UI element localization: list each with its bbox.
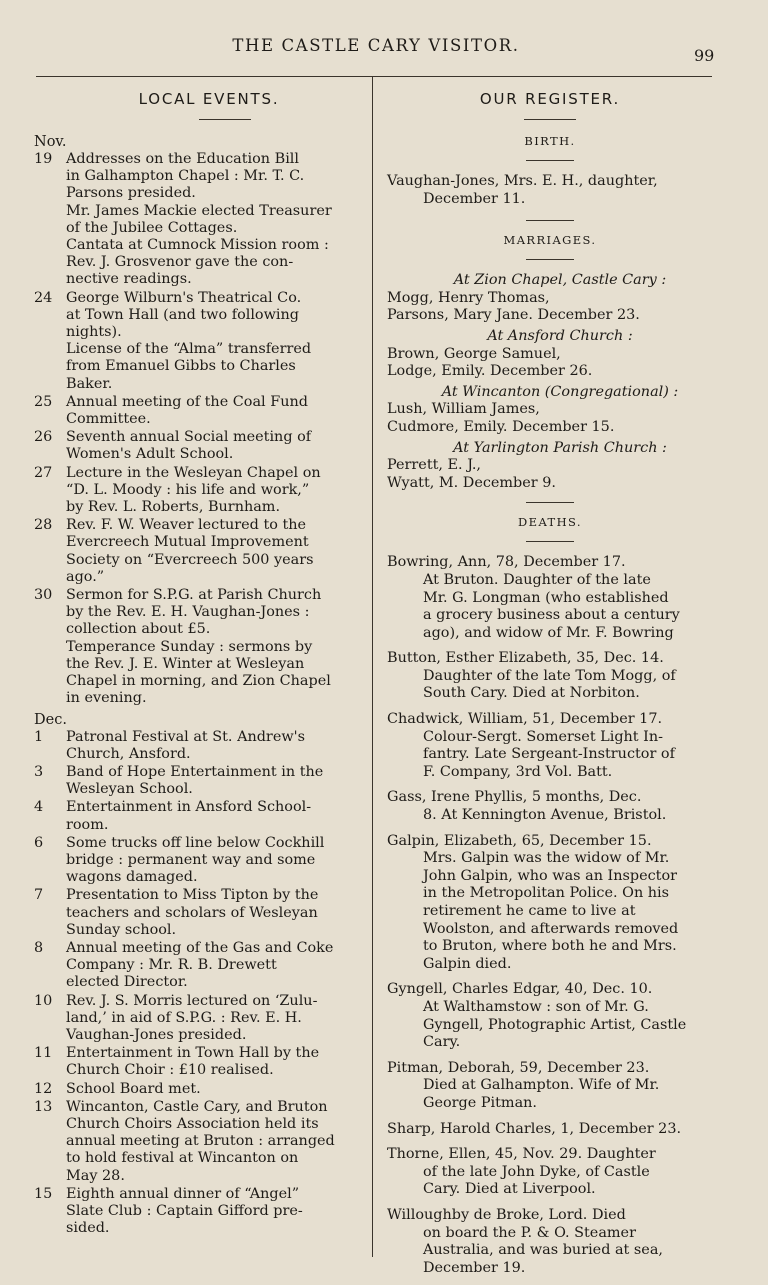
page-number: 99 [694, 46, 715, 65]
marriage-place: At Wincanton (Congregational) : [441, 383, 679, 400]
event-text [66, 465, 356, 517]
event-line: at Town Hall (and two following [66, 306, 299, 323]
event-line: Temperance Sunday : sermons by [66, 638, 313, 655]
death-line: December 19. [423, 1259, 526, 1276]
event-line: Church Choir : £10 realised. [66, 1062, 274, 1079]
event-line: George Wilburn's Theatrical Co. [66, 289, 302, 306]
event-line: land,’ in aid of S.P.G. : Rev. E. H. [66, 1009, 302, 1026]
event-line: Annual meeting of the Coal Fund [66, 393, 308, 410]
event-line: Presentation to Miss Tipton by the [66, 887, 319, 904]
event-entry [34, 1045, 356, 1079]
section-rule [526, 220, 574, 221]
section-rule [526, 259, 574, 260]
event-text [66, 1081, 356, 1098]
death-line: Died at Galhampton. Wife of Mr. [423, 1077, 660, 1094]
death-line: Daughter of the late Tom Mogg, of [423, 667, 676, 684]
header-rule [36, 76, 712, 77]
event-line: Sunday school. [66, 921, 177, 938]
event-line: room. [66, 816, 109, 833]
death-line: Mrs. Galpin was the widow of Mr. [423, 850, 670, 867]
event-text [66, 764, 356, 798]
event-line: Entertainment in Ansford School- [66, 799, 312, 816]
death-line: 8. At Kennington Avenue, Bristol. [423, 807, 667, 824]
death-entry [387, 789, 713, 824]
marriage-line: Parsons, Mary Jane. December 23. [387, 307, 640, 324]
event-day: 24 [34, 289, 53, 306]
event-line: by Rev. L. Roberts, Burnham. [66, 499, 281, 516]
event-entry [34, 517, 356, 586]
event-line: teachers and scholars of Wesleyan [66, 904, 318, 921]
event-entry [34, 394, 356, 428]
event-line: Seventh annual Social meeting of [66, 429, 312, 446]
event-line: Committee. [66, 411, 151, 428]
marriage-line: Perrett, E. J., [387, 457, 481, 474]
event-line: Vaughan-Jones presided. [66, 1026, 247, 1043]
event-line: License of the “Alma” transferred [66, 341, 312, 358]
marriage-line: Lodge, Emily. December 26. [387, 363, 593, 380]
event-line: ago.” [66, 568, 105, 585]
death-line: Woolston, and afterwards removed [423, 920, 679, 937]
death-line: Bowring, Ann, 78, December 17. [387, 554, 626, 571]
event-line: Church, Ansford. [66, 745, 191, 762]
death-line: of the late John Dyke, of Castle [423, 1163, 650, 1180]
event-line: nective readings. [66, 271, 192, 288]
death-line: in the Metropolitan Police. On his [423, 885, 670, 902]
event-text [66, 729, 356, 763]
running-head: THE CASTLE CARY VISITOR. [232, 36, 520, 55]
death-line: John Galpin, who was an Inspector [423, 867, 678, 884]
event-line: Parsons presided. [66, 185, 196, 202]
death-line: Galpin died. [423, 955, 512, 972]
event-entry [34, 799, 356, 833]
event-text [66, 799, 356, 833]
event-day: 4 [34, 799, 44, 816]
birth-label: BIRTH. [524, 134, 576, 148]
event-line: Entertainment in Town Hall by the [66, 1045, 320, 1062]
death-line: Cary. Died at Liverpool. [423, 1181, 596, 1198]
event-text [66, 429, 356, 463]
section-rule [526, 160, 574, 161]
event-line: Band of Hope Entertainment in the [66, 763, 324, 780]
death-line: Thorne, Ellen, 45, Nov. 29. Daughter [387, 1146, 656, 1163]
event-text [66, 394, 356, 428]
death-line: Colour-Sergt. Somerset Light In- [423, 728, 663, 745]
event-line: Rev. J. Grosvenor gave the con- [66, 254, 294, 271]
death-line: F. Company, 3rd Vol. Batt. [423, 763, 613, 780]
event-line: Rev. F. W. Weaver lectured to the [66, 517, 307, 534]
event-line: Wesleyan School. [66, 781, 193, 798]
event-text [66, 587, 356, 707]
event-day: 15 [34, 1185, 53, 1202]
marriage-line: Mogg, Henry Thomas, [387, 289, 550, 306]
events-list [34, 134, 356, 1237]
event-entry [34, 993, 356, 1045]
event-line: in evening. [66, 690, 147, 707]
event-line: bridge : permanent way and some [66, 851, 316, 868]
event-entry [34, 1186, 356, 1238]
event-day: 6 [34, 834, 44, 851]
event-line: the Rev. J. E. Winter at Wesleyan [66, 655, 305, 672]
event-line: “D. L. Moody : his life and work,” [66, 481, 310, 498]
section-rule [526, 502, 574, 503]
death-entry [387, 554, 713, 642]
event-line: Women's Adult School. [66, 446, 234, 463]
heading-rule [199, 119, 251, 120]
deaths-list [387, 554, 713, 1277]
event-entry [34, 290, 356, 393]
event-line: Sermon for S.P.G. at Parish Church [66, 587, 322, 604]
event-day: 3 [34, 763, 44, 780]
death-line: on board the P. & O. Steamer [423, 1224, 636, 1241]
event-entry [34, 429, 356, 463]
death-line: Galpin, Elizabeth, 65, December 15. [387, 832, 652, 849]
event-line: Wincanton, Castle Cary, and Bruton [66, 1098, 328, 1115]
event-day: 25 [34, 393, 53, 410]
marriage-line: Wyatt, M. December 9. [387, 474, 556, 491]
death-entry [387, 1207, 713, 1277]
death-line: Gass, Irene Phyllis, 5 months, Dec. [387, 789, 642, 806]
marriages-label: MARRIAGES. [503, 233, 597, 248]
marriage-place: At Yarlington Parish Church : [453, 439, 667, 456]
section-rule [526, 541, 574, 542]
birth-entry [387, 173, 713, 208]
event-line: Baker. [66, 375, 113, 392]
event-line: Addresses on the Education Bill [66, 151, 300, 167]
death-entry [387, 833, 713, 974]
marriage-place: At Zion Chapel, Castle Cary : [453, 272, 667, 289]
local-events-heading: LOCAL EVENTS. [138, 90, 280, 108]
local-events-column [34, 88, 356, 1237]
event-day: 19 [34, 151, 53, 167]
month-label: Dec. [34, 711, 67, 728]
event-line: annual meeting at Bruton : arranged [66, 1133, 335, 1150]
event-day: 10 [34, 992, 53, 1009]
event-day: 26 [34, 429, 53, 446]
death-entry [387, 981, 713, 1051]
event-entry [34, 940, 356, 992]
event-text [66, 1045, 356, 1079]
register-column [387, 88, 713, 1285]
marriages-list [387, 272, 713, 492]
event-text [66, 290, 356, 393]
column-divider [372, 77, 373, 1257]
death-line: At Bruton. Daughter of the late [423, 571, 651, 588]
event-line: of the Jubilee Cottages. [66, 219, 238, 236]
event-line: sided. [66, 1220, 110, 1237]
death-entry [387, 711, 713, 781]
event-text [66, 517, 356, 586]
event-entry [34, 729, 356, 763]
event-line: Patronal Festival at St. Andrew's [66, 728, 305, 745]
event-day: 7 [34, 887, 44, 904]
death-line: a grocery business about a century [423, 607, 680, 624]
death-line: fantry. Late Sergeant-Instructor of [423, 746, 675, 763]
event-day: 28 [34, 517, 53, 534]
event-day: 12 [34, 1080, 53, 1097]
death-entry [387, 1146, 713, 1199]
event-line: wagons damaged. [66, 869, 198, 886]
death-line: retirement he came to live at [423, 903, 636, 919]
event-entry [34, 151, 356, 289]
death-line: ago), and widow of Mr. F. Bowring [423, 624, 674, 641]
event-line: by the Rev. E. H. Vaughan-Jones : [66, 604, 310, 621]
event-text [66, 887, 356, 939]
event-text [66, 1099, 356, 1185]
death-line: At Walthamstow : son of Mr. G. [423, 998, 649, 1015]
marriage-place: At Ansford Church : [487, 327, 633, 344]
event-line: Slate Club : Captain Gifford pre- [66, 1202, 303, 1219]
marriage-line: Cudmore, Emily. December 15. [387, 418, 615, 435]
register-heading: OUR REGISTER. [479, 90, 621, 108]
event-line: School Board met. [66, 1080, 201, 1097]
event-day: 11 [34, 1045, 53, 1062]
death-line: Cary. [423, 1034, 461, 1051]
event-text [66, 835, 356, 887]
event-line: Chapel in morning, and Zion Chapel [66, 673, 331, 690]
death-line: George Pitman. [423, 1094, 537, 1111]
month-label: Nov. [34, 134, 67, 150]
event-line: Some trucks off line below Cockhill [66, 834, 325, 851]
death-line: South Cary. Died at Norbiton. [423, 685, 640, 702]
birth-line: December 11. [423, 190, 526, 207]
death-line: Australia, and was buried at sea, [423, 1242, 663, 1259]
heading-rule [524, 119, 576, 120]
death-line: Willoughby de Broke, Lord. Died [387, 1206, 626, 1223]
death-entry [387, 650, 713, 703]
event-line: nights). [66, 324, 122, 341]
event-line: Eighth annual dinner of “Angel” [66, 1185, 300, 1202]
event-text [66, 993, 356, 1045]
event-line: in Galhampton Chapel : Mr. T. C. [66, 168, 305, 185]
event-line: Cantata at Cumnock Mission room : [66, 237, 329, 254]
event-entry [34, 587, 356, 707]
death-line: Pitman, Deborah, 59, December 23. [387, 1059, 650, 1076]
death-line: Gyngell, Photographic Artist, Castle [423, 1016, 687, 1033]
marriage-line: Brown, George Samuel, [387, 345, 561, 362]
event-line: Rev. J. S. Morris lectured on ‘Zulu- [66, 992, 318, 1009]
event-text [66, 1186, 356, 1238]
event-text [66, 151, 356, 289]
death-line: Button, Esther Elizabeth, 35, Dec. 14. [387, 650, 664, 667]
event-line: Church Choirs Association held its [66, 1115, 319, 1132]
birth-line: Vaughan-Jones, Mrs. E. H., daughter, [387, 173, 658, 189]
death-line: Mr. G. Longman (who established [423, 589, 669, 606]
deaths-label: DEATHS. [518, 515, 582, 530]
death-entry [387, 1060, 713, 1113]
event-text [66, 940, 356, 992]
event-day: 30 [34, 587, 53, 604]
event-line: Annual meeting of the Gas and Coke [66, 939, 334, 956]
event-entry [34, 1081, 356, 1098]
death-line: Gyngell, Charles Edgar, 40, Dec. 10. [387, 981, 653, 998]
event-line: elected Director. [66, 974, 188, 991]
marriage-line: Lush, William James, [387, 401, 540, 418]
death-entry [387, 1121, 713, 1139]
event-entry [34, 764, 356, 798]
event-entry [34, 835, 356, 887]
death-line: to Bruton, where both he and Mrs. [423, 938, 677, 955]
event-line: collection about £5. [66, 621, 211, 638]
event-line: to hold festival at Wincanton on [66, 1150, 299, 1167]
event-entry [34, 465, 356, 517]
event-day: 1 [34, 728, 44, 745]
event-line: May 28. [66, 1167, 125, 1184]
event-line: Mr. James Mackie elected Treasurer [66, 202, 332, 219]
event-line: Evercreech Mutual Improvement [66, 534, 309, 551]
event-entry [34, 887, 356, 939]
event-line: from Emanuel Gibbs to Charles [66, 358, 296, 375]
event-day: 27 [34, 464, 53, 481]
death-line: Sharp, Harold Charles, 1, December 23. [387, 1120, 682, 1137]
event-day: 13 [34, 1098, 53, 1115]
event-day: 8 [34, 939, 44, 956]
event-line: Society on “Evercreech 500 years [66, 551, 314, 568]
event-line: Lecture in the Wesleyan Chapel on [66, 464, 321, 481]
event-line: Company : Mr. R. B. Drewett [66, 957, 277, 974]
event-entry [34, 1099, 356, 1185]
death-line: Chadwick, William, 51, December 17. [387, 711, 663, 728]
